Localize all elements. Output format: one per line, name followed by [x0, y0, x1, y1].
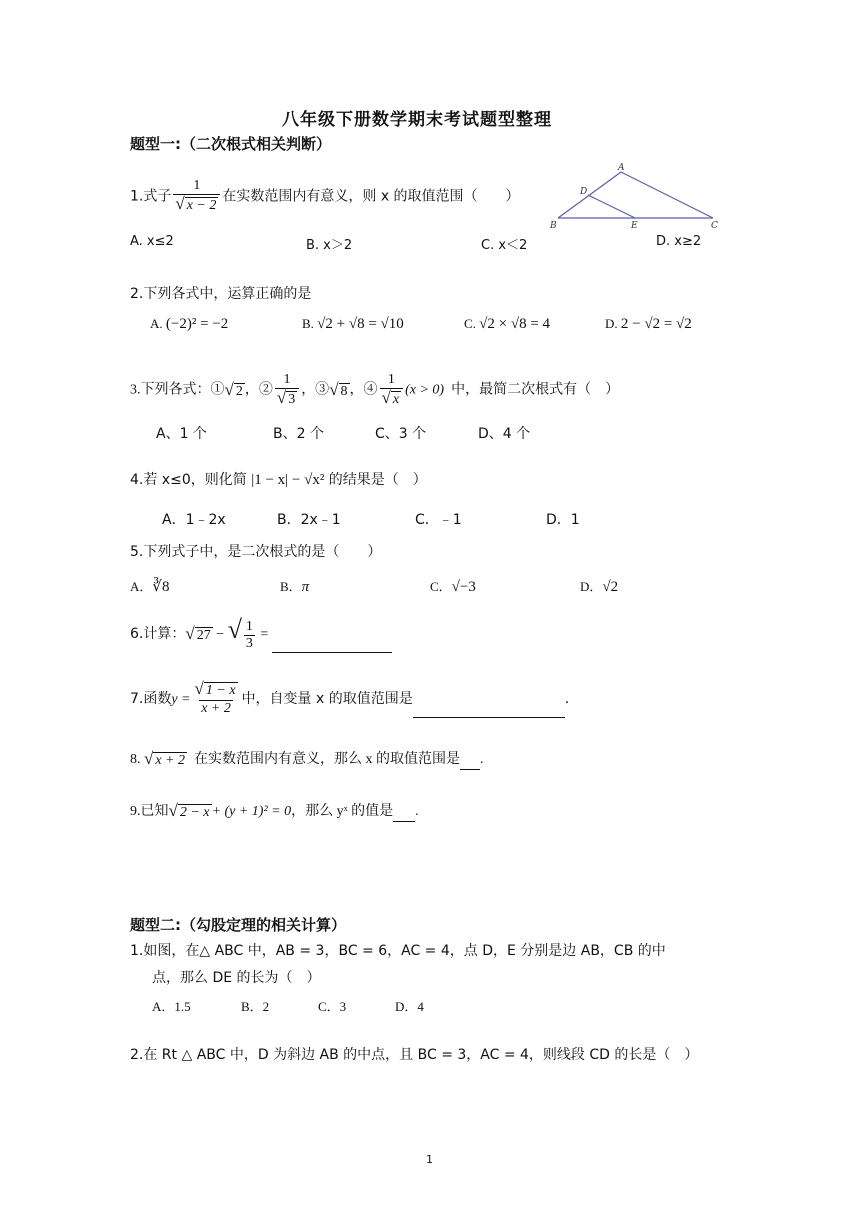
s1-q3-option-d: D、4 个: [478, 426, 531, 442]
s1-q2-text: 2.下列各式中，运算正确的是: [130, 286, 312, 302]
s1-q4-prefix: 4.若 x≤0，则化简: [130, 472, 247, 488]
s1-q4-option-a: A．1﹣2x: [162, 512, 226, 528]
s1-q3-c: 8: [340, 383, 348, 399]
s1-q1: [130, 178, 520, 215]
s1-q6-a: 27: [196, 628, 211, 644]
s1-q3-b-den: 3: [288, 392, 296, 408]
s1-q1-den: x − 2: [186, 198, 217, 214]
s1-q3-b-num: 1: [283, 372, 291, 387]
s1-q6-b-den: 3: [245, 636, 253, 652]
s1-q4-option-b: B．2x﹣1: [277, 512, 341, 528]
section-heading-1: 题型一:（二次根式相关判断）: [130, 135, 331, 153]
s1-q1-option-d: D. x≥2: [656, 234, 702, 249]
s1-q4-expr: |1 − x| − √x²: [251, 472, 325, 488]
s2-q1-line2: 点，那么 DE 的长为（ ）: [152, 970, 321, 986]
s1-q3-a: 2: [235, 383, 243, 399]
s1-q1-suffix: 在实数范围内有意义，则 x 的取值范围（ ）: [222, 188, 520, 205]
s1-q3-cond: (x > 0): [405, 382, 445, 398]
s1-q2-expr-d: 2 − √2 = √2: [620, 316, 692, 332]
s2-q1-option-b: B．2: [241, 999, 270, 1014]
s2-q1-option-c: C．3: [318, 999, 347, 1014]
s1-q2-expr-c: √2 × √8 = 4: [479, 316, 551, 332]
s1-q9: 9.已知 √ 2 − x + (y + 1)² = 0，那么 yˣ 的值是 .: [130, 800, 419, 820]
s1-q3-d-den: x: [392, 392, 400, 408]
vertex-c-label: C: [711, 221, 718, 231]
s1-q9-expr: 2 − x: [179, 804, 210, 820]
s1-q2-option-b: B. √2 + √8 = √10: [302, 316, 404, 332]
vertex-b-label: B: [550, 221, 557, 231]
s1-q5-option-b: B．π: [280, 579, 310, 595]
s1-q8-answer-blank: [460, 755, 480, 770]
vertex-a-label: A: [618, 163, 625, 173]
s1-q7-num: 1 − x: [205, 683, 236, 698]
s1-q9-prefix: 9.已知: [130, 804, 169, 819]
s1-q1-num: 1: [193, 178, 201, 193]
triangle-figure: [548, 160, 728, 235]
s2-q1-option-a: A．1.5: [152, 999, 191, 1014]
s1-q2-option-c: C. √2 × √8 = 4: [464, 316, 551, 332]
s1-q7-suffix: 中，自变量 x 的取值范围是: [241, 690, 413, 707]
s1-q1-prefix: 1.式子: [130, 188, 172, 205]
s1-q7: 7.函数y = √ 1 − x x + 2 中，自变量 x 的取值范围是 .: [130, 679, 570, 716]
s1-q5-option-c: C．√−3: [430, 579, 476, 595]
s1-q7-y: y =: [171, 691, 191, 707]
s1-q4-suffix: 的结果是（ ）: [328, 472, 427, 488]
s1-q7-den: x + 2: [201, 700, 231, 716]
s1-q2-expr-b: √2 + √8 = √10: [317, 316, 404, 332]
s1-q3-suffix: 中，最简二次根式有（ ）: [451, 382, 620, 398]
s1-q3: 3.下列各式：① √ 2 ，② 1 √ 3 ，③ √ 8 ，④ 1 √ x (x > 0) 中，最简二次根式有（ ）: [130, 372, 620, 408]
s1-q1-option-a: A. x≤2: [130, 234, 174, 249]
s2-q2-text: 2.在 Rt △ ABC 中，D 为斜边 AB 的中点，且 BC = 3，AC = 4，则线段 CD 的长是（ ）: [130, 1047, 699, 1063]
s1-q5-expr-c: √−3: [451, 579, 476, 595]
s1-q5-text: 5.下列式子中，是二次根式的是（ ）: [130, 544, 382, 560]
s1-q5-option-d: D．√2: [580, 579, 619, 595]
s1-q8-expr: x + 2: [155, 752, 186, 768]
s1-q1-fraction: 1 √ x − 2: [173, 178, 220, 215]
s1-q3-option-a: A、1 个: [156, 426, 207, 442]
s1-q4: [130, 469, 427, 489]
s1-q5-option-a: A．∛8: [130, 579, 170, 595]
s1-q3-option-b: B、2 个: [273, 426, 324, 442]
segment-ab: [558, 172, 621, 218]
s1-q4-option-d: D．1: [546, 512, 580, 528]
s1-q2-expr-a: (−2)² = −2: [165, 316, 229, 332]
s1-q8-prefix: 8.: [130, 752, 141, 767]
s2-q1-line1: 1.如图，在△ ABC 中，AB = 3，BC = 6，AC = 4，点 D，E 分别是边 AB，CB 的中: [130, 943, 666, 959]
s1-q3-prefix: 3.下列各式：①: [130, 382, 225, 398]
s1-q9-rest: + (y + 1)² = 0: [211, 804, 292, 819]
s1-q9-answer-blank: [393, 807, 415, 822]
point-e-label: E: [631, 221, 638, 231]
s1-q6-prefix: 6.计算：: [130, 626, 186, 643]
s1-q1-option-c: C. x＜2: [481, 238, 528, 253]
s1-q6: 6.计算： √ 27 − √ $\frac{1}{3}$ =: [130, 617, 392, 653]
s1-q2-option-a: A. (−2)² = −2: [150, 316, 229, 332]
s1-q8: 8. √ x + 2 在实数范围内有意义，那么 x 的取值范围是 .: [130, 748, 484, 768]
s1-q9-suffix: ，那么 yˣ 的值是: [291, 804, 394, 819]
s1-q1-option-b: B. x＞2: [306, 238, 353, 253]
s1-q6-answer-blank: [272, 638, 392, 653]
s1-q6-b-num: 1: [245, 619, 253, 634]
s1-q4-option-c: C．﹣1: [415, 512, 462, 528]
segment-ac: [621, 172, 713, 218]
s1-q5-expr-a: ∛8: [152, 579, 170, 595]
page-title: 八年级下册数学期末考试题型整理: [282, 110, 552, 130]
s1-q7-answer-blank: [413, 703, 565, 718]
s1-q3-d-num: 1: [387, 372, 395, 387]
s1-q6-equals: =: [260, 627, 269, 643]
section-heading-2: 题型二:（勾股定理的相关计算）: [130, 916, 347, 934]
s1-q5-expr-b: π: [301, 579, 310, 595]
segment-de: [588, 195, 635, 218]
s1-q5-expr-d: √2: [602, 579, 619, 595]
page-number: 1: [426, 1153, 433, 1166]
s1-q8-suffix: 在实数范围内有意义，那么 x 的取值范围是: [194, 752, 461, 767]
s1-q3-option-c: C、3 个: [375, 426, 427, 442]
s1-q7-prefix: 7.函数: [130, 690, 172, 707]
point-d-label: D: [580, 187, 588, 197]
s1-q2-option-d: D. 2 − √2 = √2: [605, 316, 692, 332]
s2-q1-option-d: D．4: [395, 999, 424, 1014]
